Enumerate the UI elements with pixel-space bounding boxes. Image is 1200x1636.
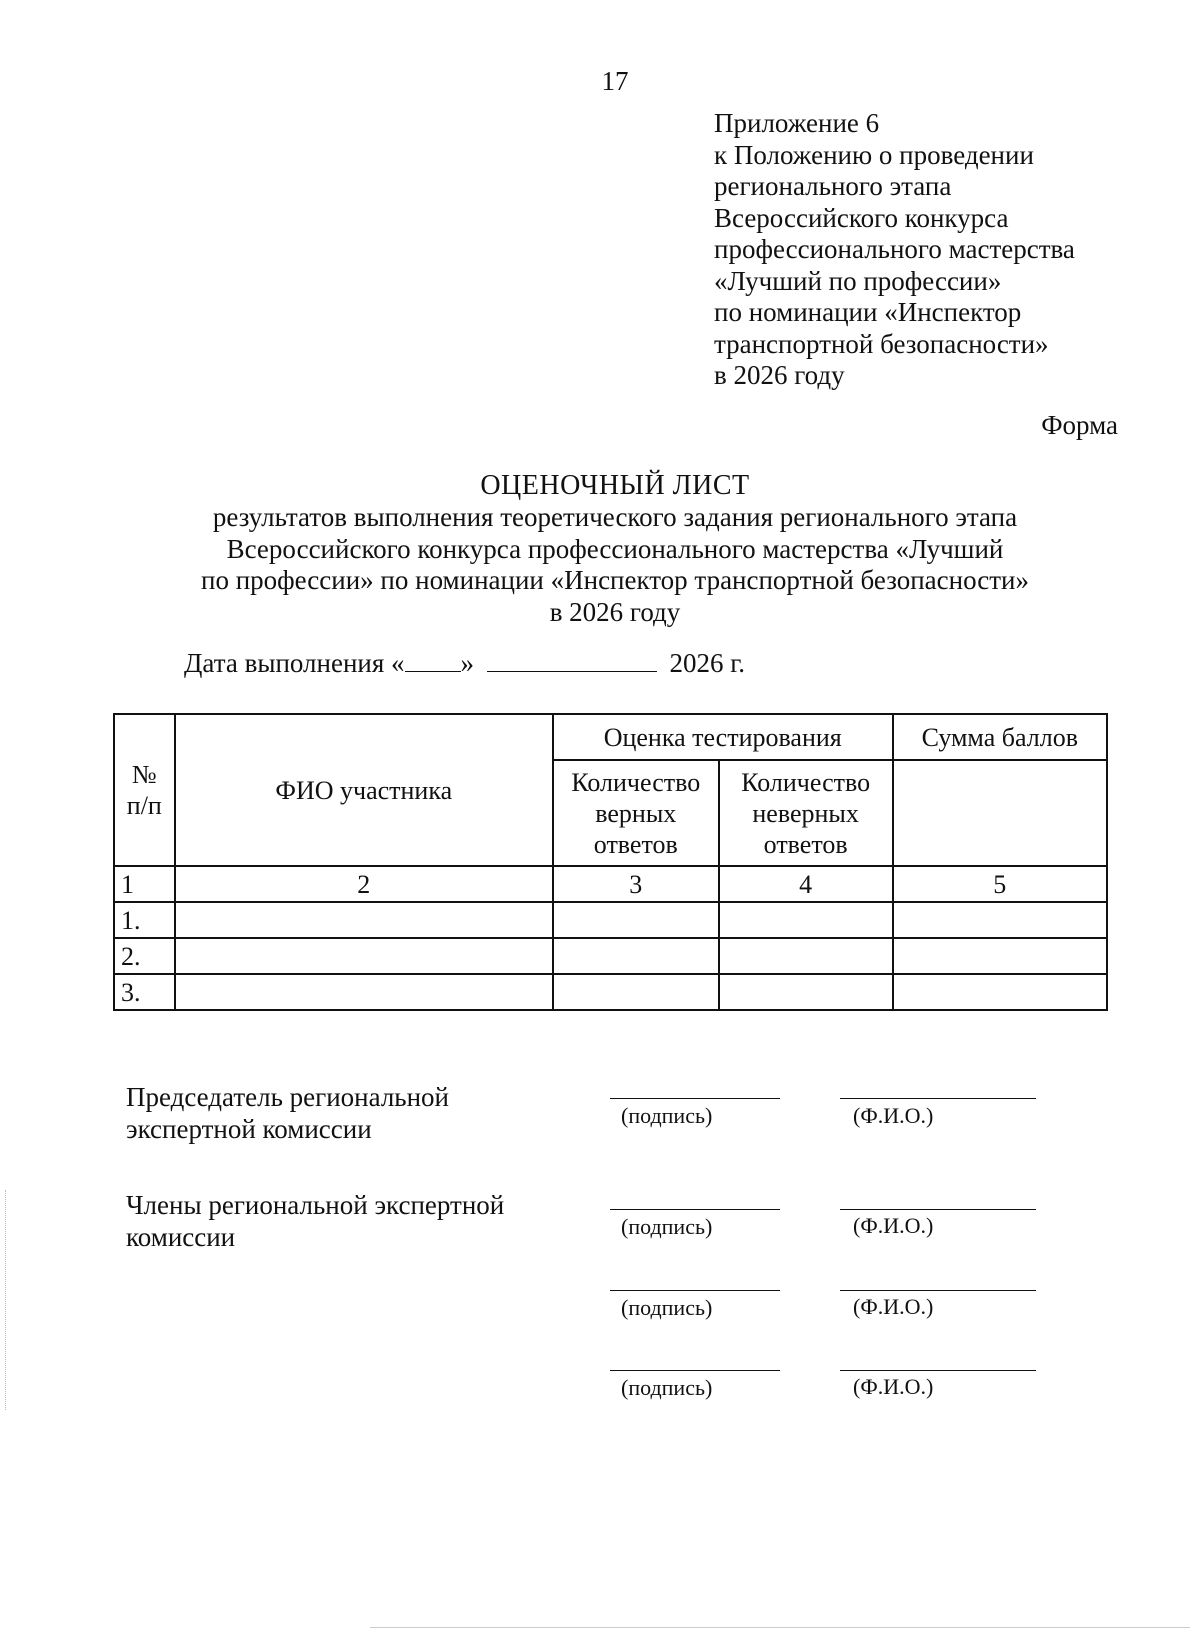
label-line: Члены региональной экспертной: [126, 1190, 505, 1220]
signature-caption: (подпись): [621, 1214, 713, 1239]
name-caption: (Ф.И.О.): [853, 1294, 934, 1319]
appendix-line: в 2026 году: [714, 360, 845, 390]
number-column-header: [114, 714, 175, 866]
column-number: 4: [719, 866, 893, 902]
header-text: верных: [595, 798, 677, 828]
subtitle-line: результатов выполнения теоретического задания регионального этапа: [212, 502, 1018, 532]
member-signature-line[interactable]: [610, 1209, 780, 1210]
incorrect-answers-header: [719, 760, 893, 866]
header-text: Количество: [741, 767, 871, 797]
sum-column-header: Сумма баллов: [893, 714, 1107, 760]
column-number: 1: [114, 866, 175, 902]
name-caption: (Ф.И.О.): [853, 1374, 934, 1399]
table-header-row: [114, 714, 1107, 760]
score-sum-cell[interactable]: [893, 974, 1107, 1010]
page-number: 17: [601, 66, 629, 96]
row-number: 1.: [114, 902, 175, 938]
chairman-label: [126, 1082, 449, 1145]
member-name-line[interactable]: [840, 1290, 1036, 1291]
column-number: 3: [553, 866, 719, 902]
form-label: Форма: [1041, 410, 1118, 440]
incorrect-answers-cell[interactable]: [719, 974, 893, 1010]
appendix-line: «Лучший по профессии»: [714, 265, 1002, 296]
appendix-line: регионального этапа: [714, 171, 952, 201]
column-number: 5: [893, 866, 1107, 902]
table-row: [114, 902, 1107, 938]
header-text: №: [131, 760, 157, 789]
scan-edge-mark: [370, 1627, 1190, 1628]
date-prefix: Дата выполнения «: [184, 648, 405, 678]
appendix-line: транспортной безопасности»: [714, 328, 1049, 359]
appendix-line: профессионального мастерства: [714, 234, 1075, 264]
date-year: 2026 г.: [669, 648, 746, 678]
score-sum-cell[interactable]: [893, 938, 1107, 974]
appendix-line: Приложение 6: [714, 108, 880, 138]
participant-name-cell[interactable]: [175, 902, 553, 938]
column-number: 2: [175, 866, 553, 902]
document-title: ОЦЕНОЧНЫЙ ЛИСТ: [480, 470, 750, 501]
label-line: экспертной комиссии: [126, 1113, 372, 1144]
date-middle: »: [460, 648, 475, 678]
member-signature-line[interactable]: [610, 1290, 780, 1291]
correct-answers-cell[interactable]: [553, 938, 719, 974]
appendix-header: [714, 108, 1075, 392]
table-row: [114, 974, 1107, 1010]
table-row: [114, 938, 1107, 974]
scan-edge-mark: [5, 1190, 6, 1410]
incorrect-answers-cell[interactable]: [719, 902, 893, 938]
label-line: комиссии: [126, 1221, 236, 1252]
header-text: неверных: [752, 798, 859, 828]
participant-name-cell[interactable]: [175, 938, 553, 974]
header-text: ответов: [593, 829, 678, 859]
member-signature-line[interactable]: [610, 1370, 780, 1371]
member-name-line[interactable]: [840, 1370, 1036, 1371]
sum-value-header-cell: [893, 760, 1107, 866]
document-subtitle: [0, 502, 1200, 628]
testing-group-header: Оценка тестирования: [553, 714, 893, 760]
header-text: Количество: [571, 767, 701, 797]
day-blank-field[interactable]: [405, 649, 461, 672]
completion-date-line: [184, 648, 745, 679]
participant-name-cell[interactable]: [175, 974, 553, 1010]
name-caption: (Ф.И.О.): [853, 1213, 934, 1238]
month-blank-field[interactable]: [487, 649, 657, 672]
subtitle-line: в 2026 году: [549, 596, 681, 627]
label-line: Председатель региональной: [126, 1082, 450, 1112]
score-sum-cell[interactable]: [893, 902, 1107, 938]
signature-caption: (подпись): [621, 1375, 713, 1400]
appendix-line: Всероссийского конкурса: [714, 202, 1009, 233]
correct-answers-header: [553, 760, 719, 866]
subtitle-line: по профессии» по номинации «Инспектор транспортной безопасности»: [201, 565, 1029, 595]
signature-caption: (подпись): [621, 1295, 713, 1320]
chairman-name-line[interactable]: [840, 1098, 1036, 1099]
name-column-header: ФИО участника: [175, 714, 553, 866]
correct-answers-cell[interactable]: [553, 974, 719, 1010]
header-text: ответов: [763, 829, 848, 859]
appendix-line: к Положению о проведении: [714, 139, 1034, 170]
evaluation-table: [113, 713, 1108, 1011]
signature-caption: (подпись): [621, 1103, 713, 1128]
row-number: 3.: [114, 974, 175, 1010]
appendix-line: по номинации «Инспектор: [714, 297, 1022, 327]
chairman-signature-line[interactable]: [610, 1098, 780, 1099]
subtitle-line: Всероссийского конкурса профессионального мастерства «Лучший: [226, 533, 1004, 564]
incorrect-answers-cell[interactable]: [719, 938, 893, 974]
header-text: п/п: [126, 791, 162, 820]
name-caption: (Ф.И.О.): [853, 1103, 934, 1128]
column-number-row: [114, 866, 1107, 902]
member-name-line[interactable]: [840, 1209, 1036, 1210]
members-label: [126, 1190, 504, 1253]
correct-answers-cell[interactable]: [553, 902, 719, 938]
row-number: 2.: [114, 938, 175, 974]
